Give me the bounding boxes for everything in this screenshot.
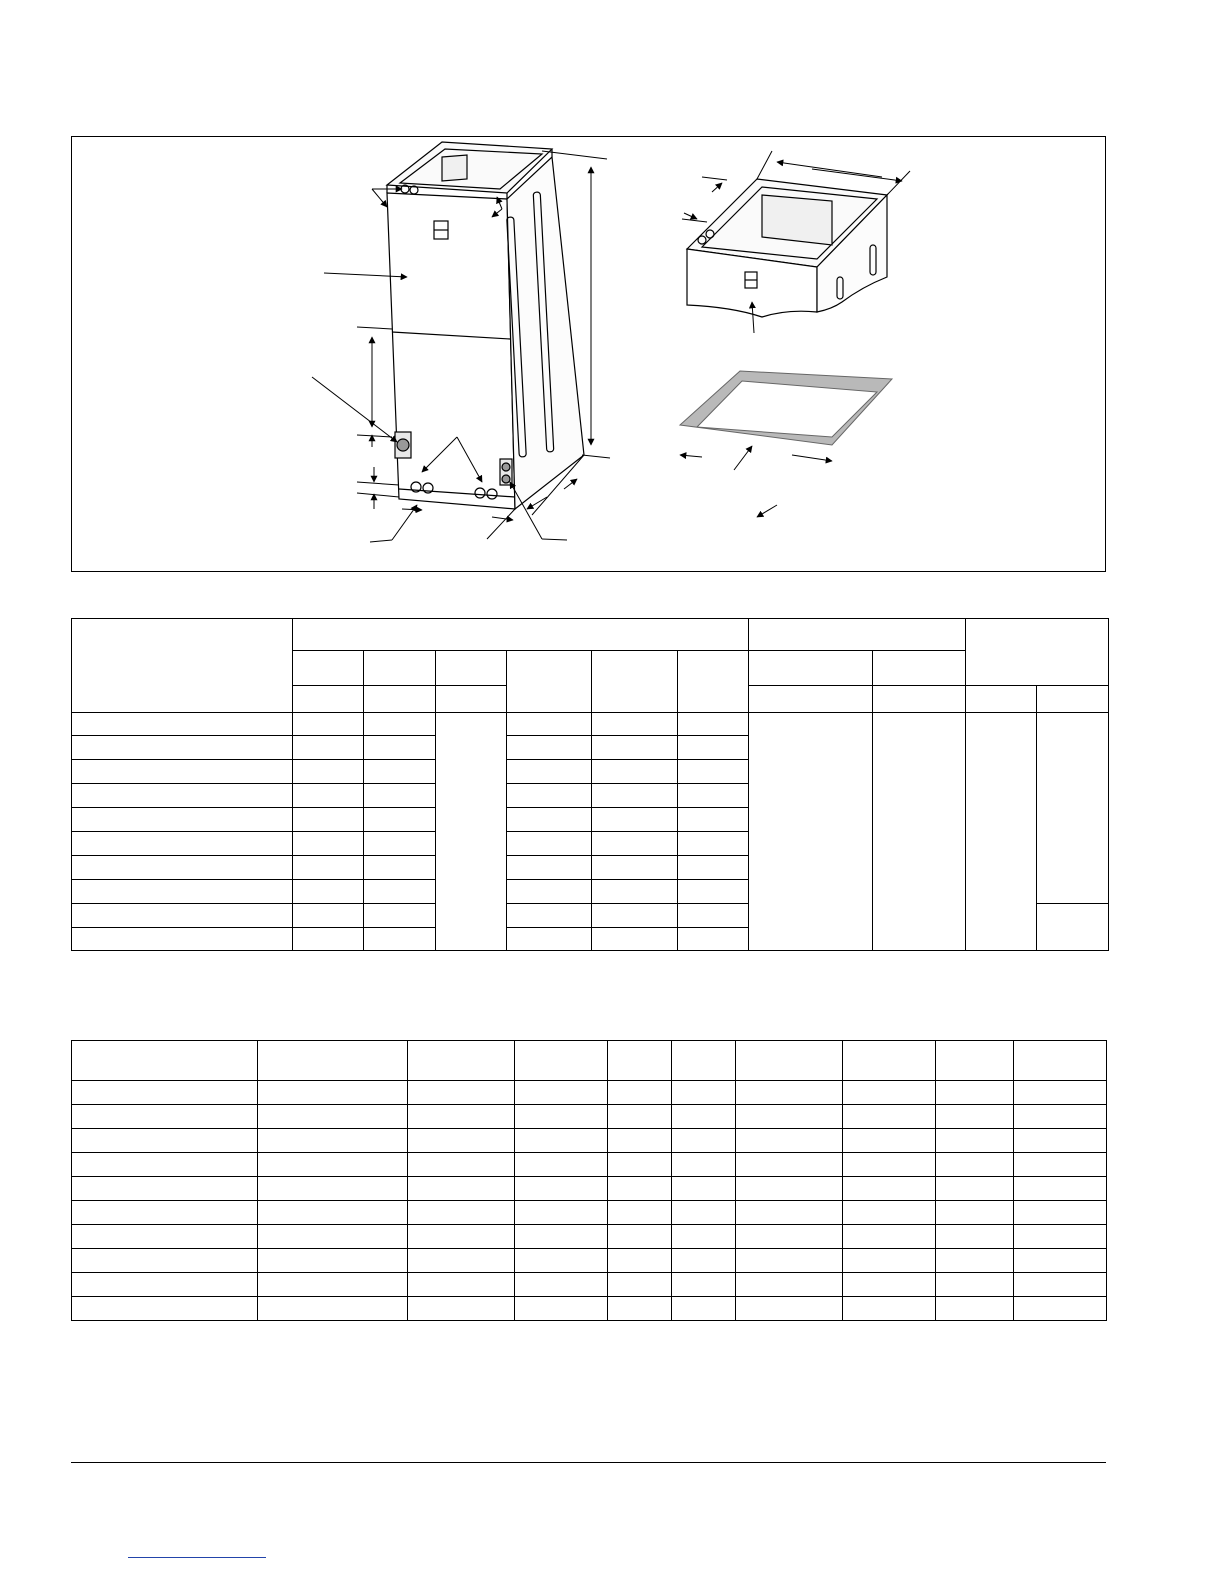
table-cell [936, 1153, 1014, 1177]
footer-link-underline[interactable] [128, 1557, 266, 1558]
table-cell [408, 1201, 515, 1225]
table-cell [672, 1225, 736, 1249]
air-handler-unit-drawing-icon [387, 142, 584, 509]
table-cell [736, 1225, 843, 1249]
table-cell [678, 832, 749, 856]
table-cell [258, 1129, 408, 1153]
table-header-cell [966, 619, 1109, 686]
table-cell [408, 1129, 515, 1153]
table-cell [72, 713, 293, 736]
table-cell [608, 1297, 672, 1321]
table-header-row [72, 1041, 1107, 1081]
table-cell [364, 808, 436, 832]
table-cell [1014, 1249, 1107, 1273]
table-cell [736, 1081, 843, 1105]
table-header-cell [436, 651, 507, 686]
table-cell [293, 856, 364, 880]
table-cell [507, 713, 592, 736]
table-cell [72, 1129, 258, 1153]
table-header-cell [364, 651, 436, 686]
table-cell [408, 1225, 515, 1249]
table-cell [678, 880, 749, 904]
filter-gasket-drawing-icon [680, 371, 892, 445]
table-cell [672, 1297, 736, 1321]
table-header-cell [749, 619, 966, 651]
table-cell [72, 1081, 258, 1105]
table-cell [1037, 904, 1109, 951]
table-cell [72, 808, 293, 832]
table-cell [936, 1129, 1014, 1153]
gasket-dimension-lines [680, 446, 832, 517]
table-cell [936, 1105, 1014, 1129]
table-cell [515, 1105, 608, 1129]
table-cell [672, 1249, 736, 1273]
table-row [72, 1105, 1107, 1129]
table-cell [72, 1201, 258, 1225]
table-header-cell [873, 686, 966, 713]
footer-divider [71, 1462, 1106, 1463]
table-cell [364, 880, 436, 904]
table-cell [515, 1129, 608, 1153]
table-cell [408, 1105, 515, 1129]
table-cell [507, 832, 592, 856]
table-cell [293, 808, 364, 832]
table-header-cell [873, 651, 966, 686]
table-cell [672, 1153, 736, 1177]
table-header-cell [749, 651, 873, 686]
table-header-cell [293, 619, 749, 651]
table-cell [258, 1105, 408, 1129]
table-cell [293, 760, 364, 784]
table-cell [72, 1177, 258, 1201]
table-cell [364, 904, 436, 928]
table-cell [843, 1273, 936, 1297]
table-cell [293, 736, 364, 760]
table-cell [515, 1225, 608, 1249]
table-cell [515, 1249, 608, 1273]
table-cell [608, 1249, 672, 1273]
table-cell [592, 928, 678, 951]
table-cell [678, 784, 749, 808]
table-row [72, 1273, 1107, 1297]
table-cell [936, 1177, 1014, 1201]
table-cell [258, 1081, 408, 1105]
table-cell [592, 713, 678, 736]
table-cell [843, 1105, 936, 1129]
table-cell [843, 1249, 936, 1273]
table-cell [72, 1249, 258, 1273]
table-cell [72, 760, 293, 784]
table-cell [364, 713, 436, 736]
table-cell [72, 1105, 258, 1129]
table-row [72, 1249, 1107, 1273]
table-cell [408, 1273, 515, 1297]
table-header-cell [1014, 1041, 1107, 1081]
table-cell [436, 713, 507, 951]
table-cell [936, 1201, 1014, 1225]
table-header-cell [515, 1041, 608, 1081]
dimension-figure [71, 136, 1106, 572]
table-header-cell [936, 1041, 1014, 1081]
table-row [72, 1297, 1107, 1321]
table-cell [72, 1273, 258, 1297]
table-cell [672, 1177, 736, 1201]
table-row [72, 1081, 1107, 1105]
table-header-cell [364, 686, 436, 713]
table-cell [364, 784, 436, 808]
table-cell [672, 1081, 736, 1105]
table-cell [364, 832, 436, 856]
table-header-cell [678, 651, 749, 713]
table-cell [736, 1105, 843, 1129]
table-cell [678, 928, 749, 951]
table-cell [843, 1153, 936, 1177]
table-cell [72, 904, 293, 928]
table-cell [72, 736, 293, 760]
table-cell [258, 1201, 408, 1225]
table-header-row [72, 619, 1109, 651]
table-cell [592, 832, 678, 856]
unit-top-detail-drawing-icon [687, 179, 887, 317]
table-cell [843, 1081, 936, 1105]
table-header-cell [72, 619, 293, 713]
table-cell [736, 1273, 843, 1297]
table-header-cell [1037, 686, 1109, 713]
table-cell [736, 1153, 843, 1177]
table-cell [507, 928, 592, 951]
table-cell [966, 713, 1037, 951]
table-cell [678, 904, 749, 928]
table-cell [258, 1249, 408, 1273]
table-header-cell [736, 1041, 843, 1081]
table-header-cell [672, 1041, 736, 1081]
table-header-cell [293, 686, 364, 713]
table-cell [258, 1225, 408, 1249]
table-cell [672, 1273, 736, 1297]
table-cell [364, 736, 436, 760]
table-cell [515, 1177, 608, 1201]
table-cell [672, 1105, 736, 1129]
table-header-cell [293, 651, 364, 686]
table-cell [72, 832, 293, 856]
table-header-cell [436, 686, 507, 713]
table-row [72, 1225, 1107, 1249]
table-cell [72, 856, 293, 880]
table-cell [258, 1153, 408, 1177]
table-cell [608, 1273, 672, 1297]
table-cell [258, 1273, 408, 1297]
table-cell [507, 784, 592, 808]
table-cell [507, 856, 592, 880]
table-cell [608, 1201, 672, 1225]
table-cell [293, 880, 364, 904]
table-cell [1014, 1273, 1107, 1297]
table-cell [592, 784, 678, 808]
table-cell [1014, 1129, 1107, 1153]
table-cell [936, 1297, 1014, 1321]
table-cell [515, 1297, 608, 1321]
table-header-cell [408, 1041, 515, 1081]
table-cell [608, 1153, 672, 1177]
table-header-cell [843, 1041, 936, 1081]
table-cell [608, 1225, 672, 1249]
table-cell [293, 904, 364, 928]
table-cell [507, 760, 592, 784]
table-cell [293, 928, 364, 951]
table-cell [515, 1153, 608, 1177]
table-header-cell [592, 651, 678, 713]
table-cell [258, 1297, 408, 1321]
table-cell [936, 1225, 1014, 1249]
table-row [72, 1201, 1107, 1225]
table-header-cell [507, 651, 592, 713]
table-cell [507, 880, 592, 904]
table-cell [72, 784, 293, 808]
table-cell [1037, 713, 1109, 904]
table-cell [843, 1297, 936, 1321]
table-cell [678, 856, 749, 880]
table-cell [507, 904, 592, 928]
table-cell [1014, 1225, 1107, 1249]
table-cell [608, 1081, 672, 1105]
table-cell [1014, 1081, 1107, 1105]
table-cell [507, 736, 592, 760]
table-cell [1014, 1153, 1107, 1177]
table-cell [293, 713, 364, 736]
table-cell [873, 713, 966, 951]
table-cell [408, 1249, 515, 1273]
table-cell [936, 1249, 1014, 1273]
table-cell [936, 1081, 1014, 1105]
table-header-cell [608, 1041, 672, 1081]
table-cell [736, 1129, 843, 1153]
table-cell [592, 736, 678, 760]
table-cell [608, 1105, 672, 1129]
table-header-cell [72, 1041, 258, 1081]
table-cell [936, 1273, 1014, 1297]
table-cell [843, 1201, 936, 1225]
table-header-cell [966, 686, 1037, 713]
table-cell [678, 760, 749, 784]
table-cell [843, 1129, 936, 1153]
table-cell [408, 1177, 515, 1201]
table-cell [364, 760, 436, 784]
table-cell [258, 1177, 408, 1201]
table-row [72, 1153, 1107, 1177]
table-cell [1014, 1177, 1107, 1201]
dimensions-table [71, 618, 1109, 951]
table-row [72, 713, 1109, 736]
table-cell [736, 1249, 843, 1273]
table-header-cell [749, 686, 873, 713]
table-cell [408, 1081, 515, 1105]
table-cell [72, 880, 293, 904]
table-row [72, 1177, 1107, 1201]
table-cell [592, 856, 678, 880]
table-cell [736, 1297, 843, 1321]
table-cell [507, 808, 592, 832]
table-cell [364, 928, 436, 951]
table-cell [843, 1177, 936, 1201]
table-cell [1014, 1105, 1107, 1129]
table-cell [592, 904, 678, 928]
table-cell [592, 760, 678, 784]
table-cell [364, 856, 436, 880]
table-cell [736, 1201, 843, 1225]
table-cell [515, 1201, 608, 1225]
table-cell [408, 1297, 515, 1321]
table-cell [515, 1081, 608, 1105]
table-cell [672, 1129, 736, 1153]
table-cell [678, 808, 749, 832]
table-cell [592, 808, 678, 832]
table-row [72, 1129, 1107, 1153]
specifications-table [71, 1040, 1107, 1321]
table-cell [608, 1129, 672, 1153]
table-cell [843, 1225, 936, 1249]
table-cell [293, 784, 364, 808]
table-cell [672, 1201, 736, 1225]
table-cell [1014, 1201, 1107, 1225]
table-header-cell [258, 1041, 408, 1081]
table-cell [72, 1153, 258, 1177]
table-cell [678, 736, 749, 760]
table-cell [293, 832, 364, 856]
table-cell [515, 1273, 608, 1297]
table-cell [72, 1297, 258, 1321]
table-cell [749, 713, 873, 951]
unit-drawings [72, 137, 1107, 573]
table-cell [608, 1177, 672, 1201]
table-cell [736, 1177, 843, 1201]
table-cell [408, 1153, 515, 1177]
table-cell [1014, 1297, 1107, 1321]
table-cell [72, 1225, 258, 1249]
table-cell [592, 880, 678, 904]
table-cell [72, 928, 293, 951]
table-cell [678, 713, 749, 736]
